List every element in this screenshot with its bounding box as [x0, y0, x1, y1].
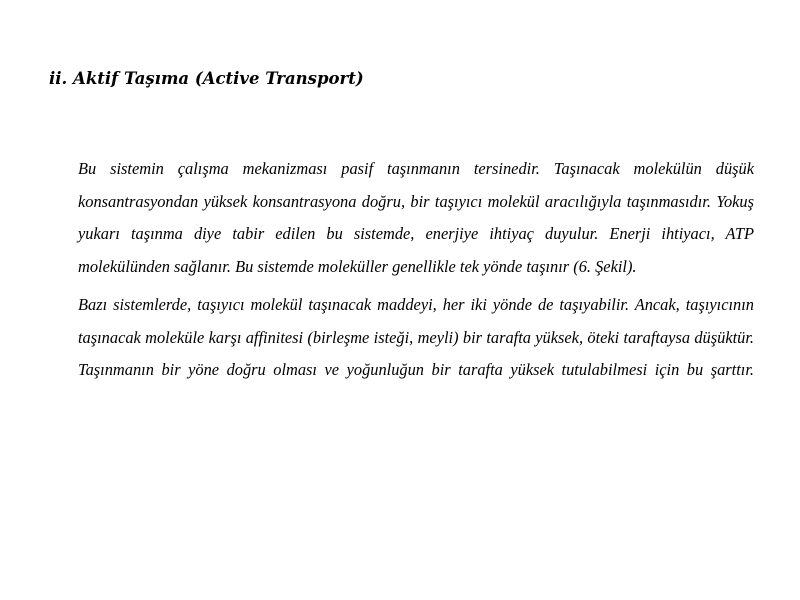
paragraph-carrier-affinity: Bazı sistemlerde, taşıyıcı molekül taşınacak maddeyi, her iki yönde de taşıyabilir. Ancak, taşıyıcının taşınacak moleküle karşı affinitesi (birleşme isteği, meyli) bir tarafta yüksek, öteki taraftaysa düşüktür. Taşınmanın bir yöne doğru olması ve yoğunluğun bir tarafta yüksek tutulabilmesi için bu şarttır. [78, 295, 754, 379]
section-heading: ii. Aktif Taşıma (Active Transport) [49, 69, 364, 88]
body-text [78, 153, 754, 393]
paragraph-active-transport-definition: Bu sistemin çalışma mekanizması pasif taşınmanın tersinedir. Taşınacak molekülün düşük konsantrasyondan yüksek konsantrasyona doğru, bir taşıyıcı molekül aracılığıyla taşınmasıdır. Yokuş yukarı taşınma diye tabir edilen bu sistemde, enerjiye ihtiyaç duyulur. Enerji ihtiyacı, ATP molekülünden sağlanır. Bu sistemde moleküller genellikle tek yönde taşınır (6. Şekil). [78, 159, 754, 276]
